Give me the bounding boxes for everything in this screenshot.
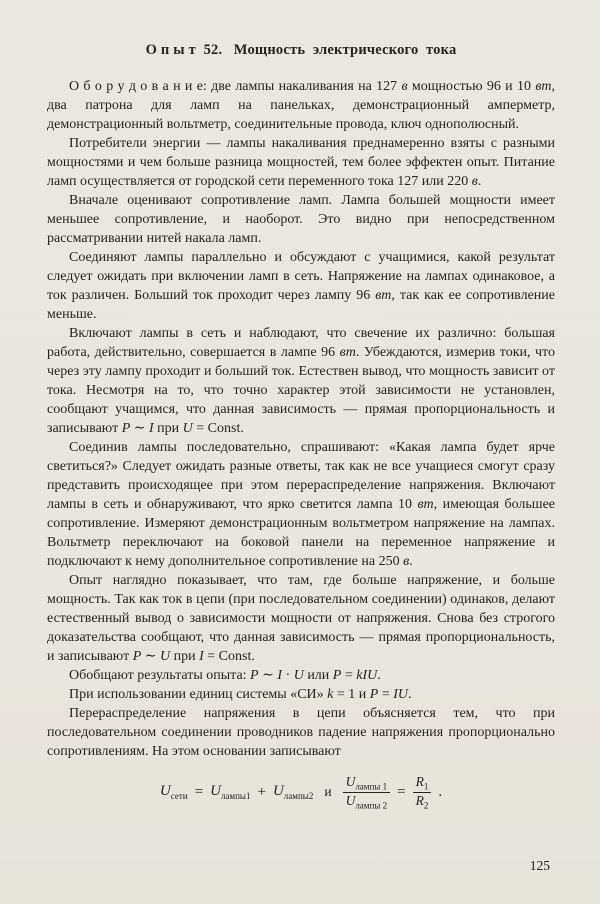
paragraph <box>47 77 555 134</box>
formula <box>47 774 555 810</box>
text-run: О б о р у д о в а н и е: две лампы накаливания на 127 <box>69 79 402 94</box>
text-run: U <box>160 649 171 664</box>
text-run: I <box>199 649 204 664</box>
text-run: Перераспределение напряжения в цепи объясняется тем, что при последовательном соединении проводников падение напряжения пропорционально сопротивлениям. На этом основании записывают <box>47 706 555 759</box>
text-run: · <box>282 668 294 683</box>
text-run: = <box>341 668 357 683</box>
paragraph <box>47 571 555 666</box>
paragraph <box>47 324 555 438</box>
text-run: P <box>369 687 379 702</box>
fraction-numerator: $R_1$ <box>415 774 429 792</box>
paragraph <box>47 191 555 248</box>
text-run: P <box>332 668 342 683</box>
text-run: ∼ <box>141 649 160 664</box>
text-run: I <box>277 668 283 683</box>
text-run: Опыт наглядно показывает, что там, где больше напряжение, и больше мощность. Так как ток в цепи (при последовательном соединении) одинаков, делают естественный вывод о зависимости мощности от напряжения. Снова без строгого доказательства сообщают, что данная зависимость — прямая пропорциональность, и записывают <box>47 573 555 664</box>
paragraph <box>47 134 555 191</box>
text-run: k <box>327 687 334 702</box>
text-run: ∼ <box>258 668 278 683</box>
paragraph <box>47 438 555 571</box>
formula-term-u-lamp1: $U_{лампы1}$ <box>210 783 251 802</box>
fraction-denominator: $R_2$ <box>413 792 432 811</box>
page-title: О п ы т 52. Мощность электрического тока <box>145 42 457 58</box>
text-run: ∼ <box>130 421 149 436</box>
formula-term-u-seti: $U_{сети}$ <box>159 783 188 802</box>
text-run: или <box>303 668 333 683</box>
text-run: U <box>182 421 193 436</box>
text-run: Вначале оценивают сопротивление ламп. Лампа большей мощности имеет меньшее сопротивление, и наоборот. Это видно при непосредственном рассматривании нитей накала ламп. <box>47 193 555 246</box>
text-run: . <box>477 174 482 189</box>
page-body <box>47 77 555 761</box>
text-run: P <box>121 421 131 436</box>
text-run: . <box>409 554 413 569</box>
text-run: IU <box>393 687 408 702</box>
text-run: I <box>149 421 154 436</box>
text-run: = Const. <box>192 421 244 436</box>
text-run: Включают лампы в сеть и наблюдают, что свечение их различно: большая работа, действительно, совершается в лампе 96 <box>47 326 555 360</box>
text-run: вт <box>339 345 356 360</box>
page-number: 125 <box>529 858 550 873</box>
text-run: , так как ее сопротивление меньше. <box>47 288 556 322</box>
text-run: Соединяют лампы параллельно и обсуждают с учащимися, какой результат следует ожидать при включении ламп в сеть. Напряжение на лампах одинаковое, а ток различен. Больший ток проходит через лампу 96 <box>47 250 555 303</box>
text-run: вт <box>375 288 392 303</box>
text-run: , имеющая большее сопротивление. Измеряют демонстрационным вольтметром напряжение на лампах. Вольтметр переключают на боковой панели на переменное напряжение и подключают к нему дополнительное сопротивление на 250 <box>47 497 555 569</box>
paragraph <box>47 666 555 685</box>
text-run: в <box>403 554 410 569</box>
text-run: . Убеждаются, измерив токи, что через эту лампу проходит и больший ток. Естествен вывод, что мощность зависит от тока. Несмотря на то, что точно характер этой зависимости не установлен, сообщают учащимся, что данная зависимость — прямая пропорциональность и записывают <box>47 345 555 436</box>
text-run: в <box>401 79 408 94</box>
text-run: Потребители энергии — лампы накаливания преднамеренно взяты с разными мощностями и чем больше разница мощностей, тем более эффектен опыт. Питание ламп осуществляется от городской сети переменного тока 127 или 220 <box>47 136 555 189</box>
equals-sign: = <box>397 783 406 800</box>
fraction-resistances <box>413 774 432 810</box>
text-run: . <box>377 668 381 683</box>
text-run: при <box>170 649 200 664</box>
formula-term-u-lamp2: $U_{лампы2}$ <box>272 783 314 802</box>
text-run: Соединив лампы последовательно, спрашивают: «Какая лампа будет ярче светиться?» Следует ожидать разные ответы, так как не все учащиеся смогут сразу представить происходящее при этом перераспределение напряжения. Включают лампы в сеть и обнаруживают, что ярко светится лампа 10 <box>47 440 555 512</box>
text-run: kIU <box>356 668 378 683</box>
text-run: При использовании единиц системы «СИ» <box>69 687 328 702</box>
paragraph <box>47 704 555 761</box>
text-run: , два патрона для ламп на панельках, демонстрационный амперметр, демонстрационный вольтметр, соединительные провода, ключ однополюсный. <box>47 79 555 132</box>
text-run: мощностью 96 и 10 <box>407 79 536 94</box>
period: . <box>438 783 443 800</box>
equals-sign: = <box>194 783 204 800</box>
text-run: при <box>153 421 183 436</box>
text-run: вт <box>417 497 434 512</box>
fraction-voltages <box>343 774 391 810</box>
text-run: вт <box>535 79 552 94</box>
conjunction: и <box>324 784 332 800</box>
text-run: P <box>132 649 142 664</box>
text-run: = Const. <box>203 649 255 664</box>
fraction-denominator: $U_{лампы 2}$ <box>343 792 391 811</box>
text-run: = 1 и <box>333 687 370 702</box>
fraction-numerator: $U_{лампы 1}$ <box>345 774 388 792</box>
text-run: в <box>471 174 478 189</box>
text-run: U <box>293 668 304 683</box>
text-run: = <box>378 687 394 702</box>
paragraph <box>47 248 555 324</box>
text-run: Обобщают результаты опыта: <box>69 668 251 683</box>
text-run: . <box>408 687 412 702</box>
paragraph <box>47 685 555 704</box>
plus-sign: + <box>257 783 266 800</box>
text-run: P <box>250 668 259 683</box>
